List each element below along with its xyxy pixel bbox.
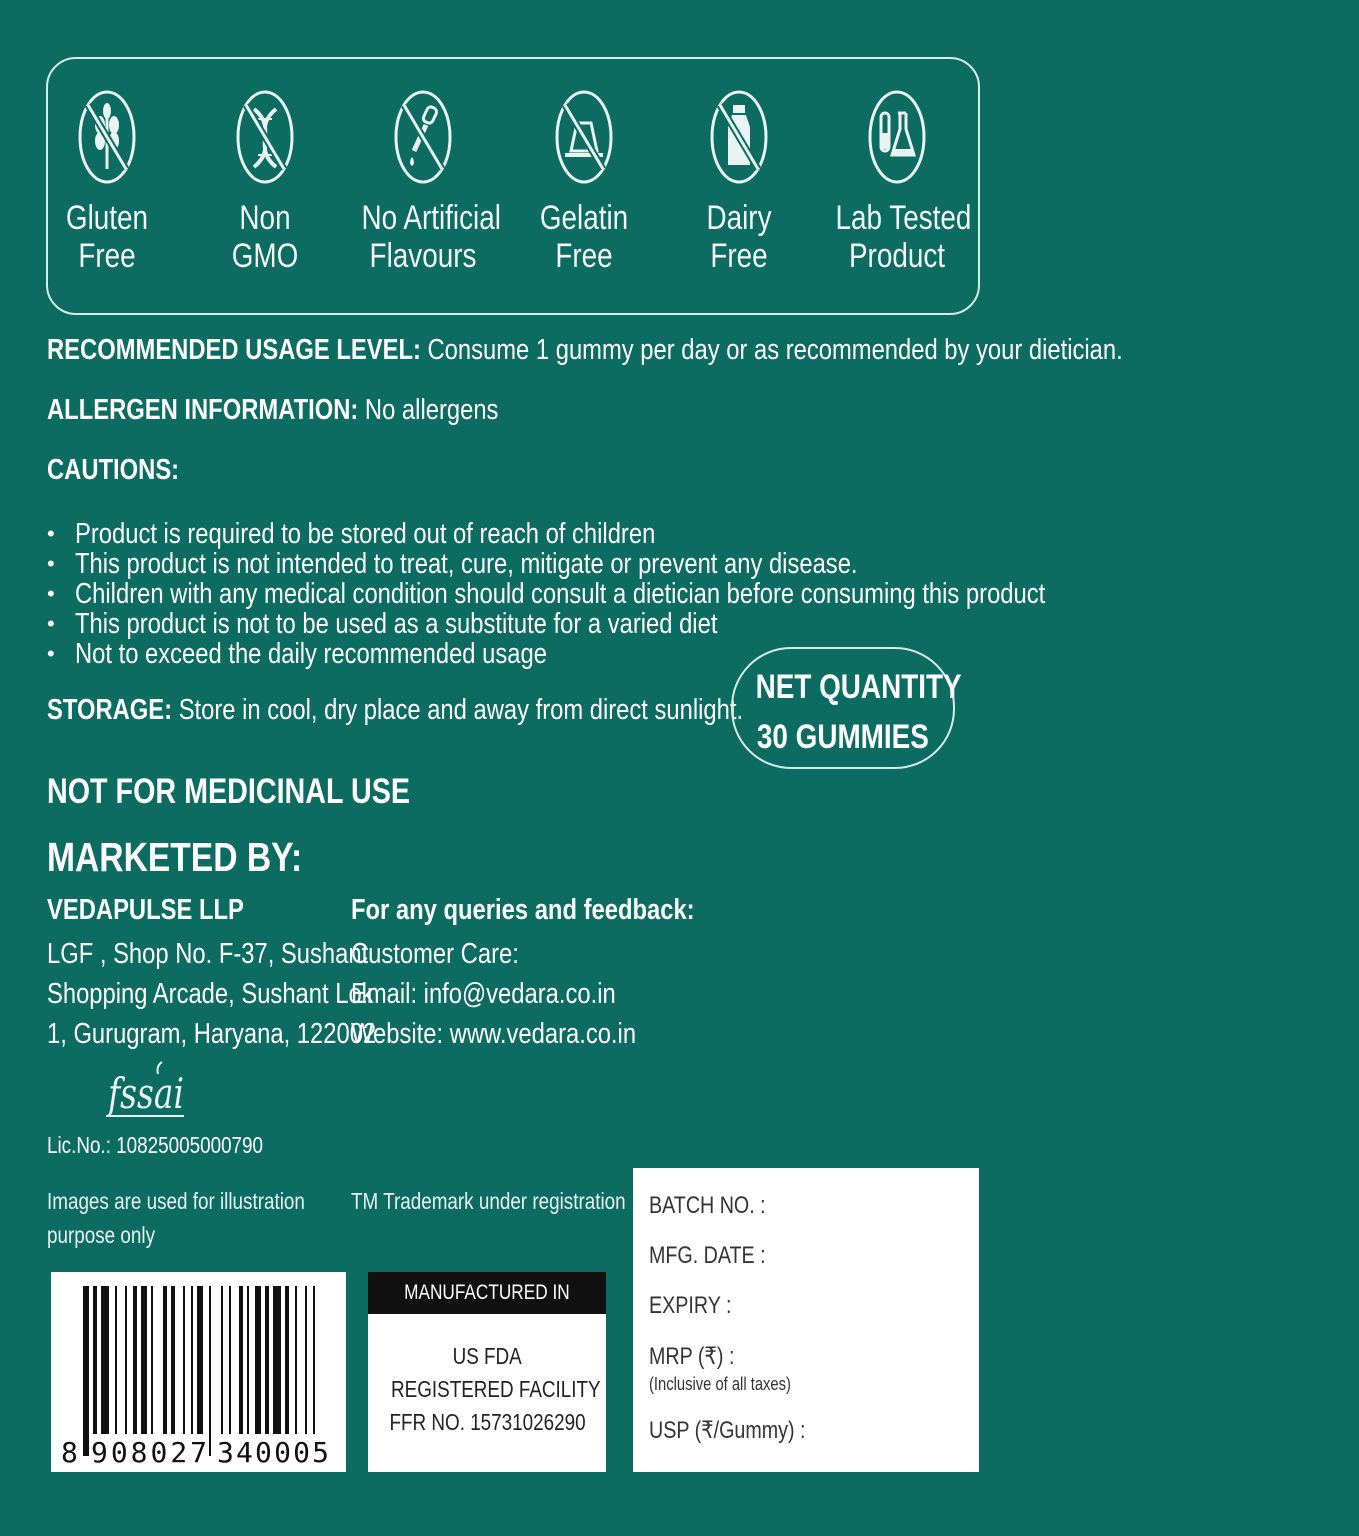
barcode-bar xyxy=(163,1286,167,1434)
dropper-crossed-icon xyxy=(392,89,454,185)
barcode-bar xyxy=(191,1286,193,1434)
barcode xyxy=(51,1272,346,1472)
mrp-note: (Inclusive of all taxes) xyxy=(649,1374,791,1394)
wheat-crossed-icon xyxy=(76,89,138,185)
manufactured-header: MANUFACTURED IN xyxy=(404,1281,570,1304)
cautions-list xyxy=(47,519,1258,669)
badge-no-artificial-flavours xyxy=(348,89,501,275)
manufactured-line: US FDA xyxy=(452,1343,522,1369)
badge-label-line2: Free xyxy=(78,237,136,275)
gelatin-crossed-icon xyxy=(553,89,615,185)
list-item xyxy=(47,609,1258,639)
usage-label: RECOMMENDED USAGE LEVEL: xyxy=(47,334,421,366)
milk-bottle-crossed-icon xyxy=(708,89,770,185)
badge-gelatin-free xyxy=(509,89,659,275)
batch-label: BATCH NO. : xyxy=(649,1192,766,1219)
badge-gluten-free xyxy=(32,89,182,275)
barcode-bar xyxy=(125,1286,127,1434)
barcode-bar xyxy=(83,1286,89,1456)
barcode-bar xyxy=(101,1286,109,1434)
badge-label-line2: Product xyxy=(848,237,946,275)
disclaimer-line: purpose only xyxy=(47,1222,155,1248)
mfg-date-label: MFG. DATE : xyxy=(649,1242,766,1269)
barcode-bar xyxy=(171,1286,175,1434)
barcode-bar xyxy=(133,1286,137,1434)
badge-label-line1: Gelatin xyxy=(539,199,629,237)
badge-dairy-free xyxy=(664,89,814,275)
manufactured-in-box xyxy=(368,1272,606,1472)
badge-label-line1: Gluten xyxy=(65,199,149,237)
barcode-bar xyxy=(209,1286,211,1456)
disclaimer-line: Images are used for illustration xyxy=(47,1188,305,1214)
barcode-bar xyxy=(273,1286,281,1434)
barcode-digit-prefix: 8 xyxy=(61,1436,78,1469)
fssai-license xyxy=(47,1132,310,1159)
usage-line xyxy=(47,334,1359,367)
badge-label-line2: GMO xyxy=(231,237,299,275)
badge-label-line2: Free xyxy=(710,237,768,275)
barcode-bar xyxy=(151,1286,153,1434)
allergen-label: ALLERGEN INFORMATION: xyxy=(47,394,359,426)
barcode-bar xyxy=(93,1286,97,1434)
badge-lab-tested xyxy=(822,89,972,275)
caution-text: Not to exceed the daily recommended usage xyxy=(75,638,547,670)
marketed-by-heading xyxy=(47,834,358,881)
badge-label-line1: No Artificial xyxy=(361,199,501,237)
allergen-text: No allergens xyxy=(358,394,499,426)
barcode-bar xyxy=(229,1286,231,1434)
license-text: Lic.No.: 10825005000790 xyxy=(47,1132,264,1158)
barcode-bar xyxy=(247,1286,249,1434)
cautions-heading xyxy=(47,454,208,487)
trademark-text: TM Trademark under registration xyxy=(351,1188,626,1214)
badge-non-gmo xyxy=(190,89,340,275)
dna-crossed-icon xyxy=(234,89,296,185)
contact-website: Website: www.vedara.co.in xyxy=(351,1018,637,1050)
not-medicinal-text: NOT FOR MEDICINAL USE xyxy=(47,772,411,811)
barcode-bar xyxy=(221,1286,223,1434)
caution-text: This product is not intended to treat, cure, mitigate or prevent any disease. xyxy=(75,548,858,580)
net-quantity-badge xyxy=(731,647,962,769)
badge-label-line1: Dairy xyxy=(706,199,772,237)
barcode-digits-right: 340005 xyxy=(217,1436,329,1469)
barcode-bar xyxy=(285,1286,289,1434)
fssai-logo xyxy=(104,1056,188,1122)
illustration-disclaimer xyxy=(47,1184,362,1252)
storage-text: Store in cool, dry place and away from direct sunlight. xyxy=(172,694,744,726)
storage-label: STORAGE: xyxy=(47,694,173,726)
mrp-label: MRP (₹) : xyxy=(649,1343,735,1370)
batch-info-box xyxy=(633,1168,979,1472)
lab-flask-icon xyxy=(866,89,928,185)
company-name xyxy=(47,894,287,927)
caution-text: This product is not to be used as a substitute for a varied diet xyxy=(75,608,718,640)
barcode-bar xyxy=(255,1286,261,1434)
barcode-bar xyxy=(239,1286,243,1434)
customer-care-label: Customer Care: xyxy=(351,938,519,970)
not-medicinal-notice xyxy=(47,772,490,812)
net-quantity-line2: 30 GUMMIES xyxy=(757,718,929,756)
barcode-bar xyxy=(305,1286,307,1434)
list-item xyxy=(47,639,1258,669)
list-item xyxy=(47,579,1258,609)
badge-label-line1: Lab Tested xyxy=(835,199,972,237)
address-line: 1, Gurugram, Haryana, 122002 xyxy=(47,1018,377,1050)
manufactured-line: REGISTERED FACILITY xyxy=(391,1376,601,1402)
usage-text: Consume 1 gummy per day or as recommended by your dietician. xyxy=(420,334,1123,366)
usp-label: USP (₹/Gummy) : xyxy=(649,1417,806,1444)
marketed-by-text: MARKETED BY: xyxy=(47,834,303,880)
caution-text: Children with any medical condition should consult a dietician before consuming this product xyxy=(75,578,1046,610)
barcode-bar xyxy=(295,1286,297,1434)
contact-heading-text: For any queries and feedback: xyxy=(351,894,695,926)
expiry-label: EXPIRY : xyxy=(649,1292,732,1319)
barcode-bar xyxy=(183,1286,185,1434)
barcode-bar xyxy=(313,1286,315,1434)
company-text: VEDAPULSE LLP xyxy=(47,894,244,926)
allergen-line xyxy=(47,394,598,427)
barcode-bar xyxy=(115,1286,117,1434)
cautions-label: CAUTIONS: xyxy=(47,454,180,486)
address-line: LGF , Shop No. F-37, Sushant xyxy=(47,938,369,970)
contact-heading xyxy=(351,894,770,927)
manufactured-line: FFR NO. 15731026290 xyxy=(389,1409,586,1435)
list-item xyxy=(47,549,1258,579)
badge-label-line1: Non xyxy=(239,199,291,237)
address-line: Shopping Arcade, Sushant Lok xyxy=(47,978,374,1010)
contact-email: Email: info@vedara.co.in xyxy=(351,978,616,1010)
badge-label-line2: Free xyxy=(555,237,613,275)
barcode-bar xyxy=(141,1286,147,1434)
svg-text:fssai: fssai xyxy=(105,1069,184,1118)
list-item xyxy=(47,519,1258,549)
net-quantity-line1: NET QUANTITY xyxy=(755,668,962,706)
badge-label-line2: Flavours xyxy=(369,237,477,275)
barcode-bar xyxy=(265,1286,269,1434)
barcode-bar xyxy=(197,1286,203,1434)
barcode-digits-left: 908027 xyxy=(91,1436,207,1469)
contact-block xyxy=(351,934,699,1054)
badges-panel xyxy=(46,57,980,315)
caution-text: Product is required to be stored out of reach of children xyxy=(75,518,656,550)
